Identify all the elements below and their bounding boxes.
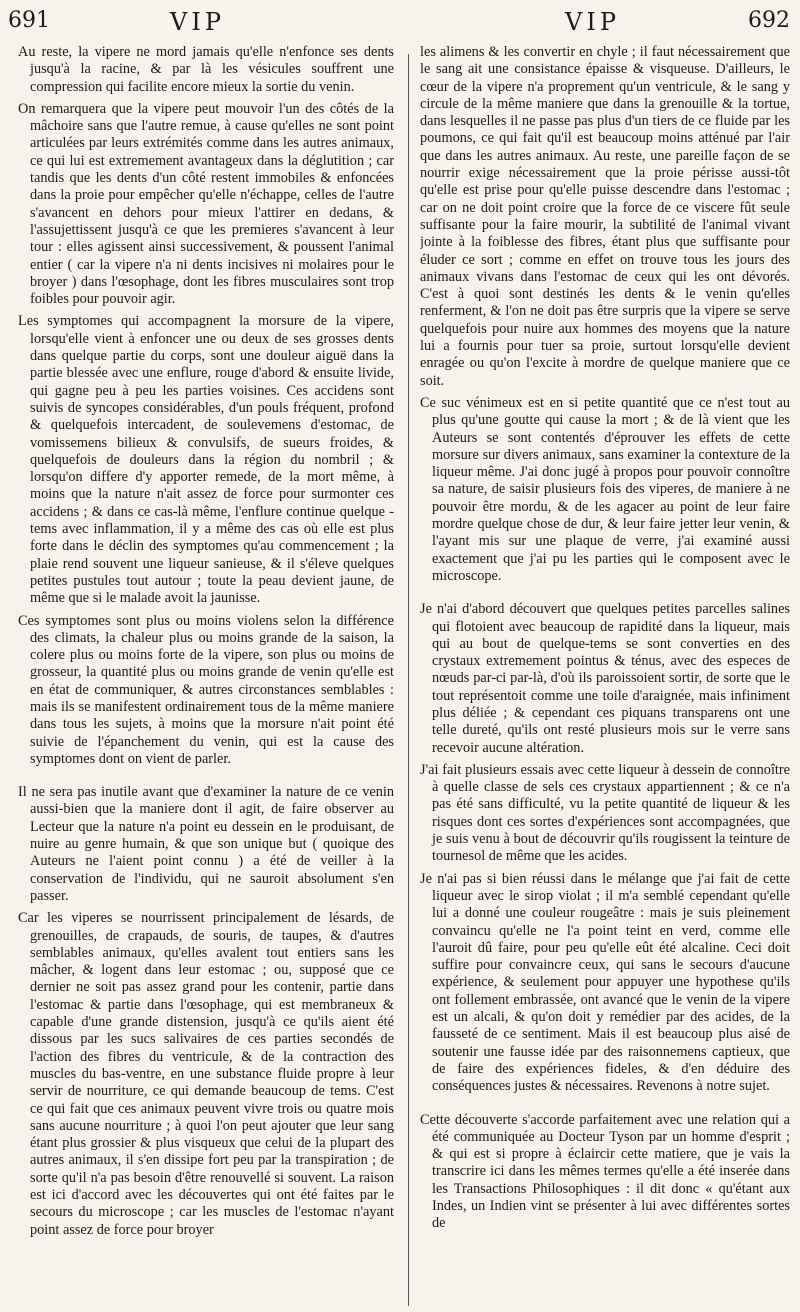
page-header [0,0,800,44]
paragraph: Ces symptomes sont plus ou moins violens selon la différence des climats, la chaleur plus ou moins grande de la saison, la colere plus ou moins forte de la vipere, son plus ou moins de grosseur, la quantité plus ou moins grande de venin qu'elle est en état de communiquer, & autres circonstances semblables : mais ils se manifestent ordinairement tous de la même maniere dans tous les sujets, à moins que la morsure n'ait point été suivie de l'épanchement du venin, qui est la cause des symptomes dont on vient de parler. [18,612,394,767]
paragraph: Il ne sera pas inutile avant que d'examiner la nature de ce venin aussi-bien que la maniere dont il agit, de faire observer au Lecteur que la nature n'a point eu dessein en le produisant, de nuire au genre humain, & que son unique but ( quoique des Auteurs ne l'aient point connu ) a été de veiller à la conservation de l'individu, qui ne sauroit absolument s'en passer. [18,784,394,904]
paragraph: Car les viperes se nourrissent principalement de lésards, de grenouilles, de crapauds, de souris, de taupes, & d'autres semblables animaux, qu'elles avalent tout entiers sans les mâcher, & logent dans leur estomac ; ou, supposé que ce dernier ne soit pas assez grand pour les contenir, partie dans l'estomac & partie dans l'œsophage, qui est membraneux & capable d'une grande distension, jusqu'à ce qu'ils aient été dissous par les sucs salivaires de ces parties secondés de l'action des fibres du ventricule, & de la contraction des muscles du bas-ventre, en une substance fluide propre à leur servir de nourriture, ce qui demande beaucoup de tems. C'est ce qui fait que ces animaux peuvent vivre trois ou quatre mois sans aucune nourriture ; à quoi l'on peut ajouter que leur sang étant plus grossier & plus visqueux que celui de la plupart des autres animaux, il s'en dissipe fort peu par la transpiration ; de sorte qu'il n'a pas besoin d'être renouvellé si souvent. La raison est ici d'accord avec les découvertes qui ont été faites par le secours du microscope ; car les muscles de l'estomac n'ayant point assez de force pour broyer [18,910,394,1238]
paragraph: Les symptomes qui accompagnent la morsure de la vipere, lorsqu'elle vient à enfoncer une ou deux de ses grosses dents dans quelque partie du corps, sont une douleur aiguë dans la partie blessée avec une enflure, rouge d'abord & ensuite livide, qui gagne peu à peu les parties voisines. Ces accidens sont suivis de syncopes considérables, d'un pouls fréquent, profond & quelquefois intercadent, de soulevemens d'estomac, de vomissemens bilieux & convulsifs, de sueurs froides, & quelquefois de douleurs dans la région du nombril ; & lorsqu'on differe d'y apporter remede, de la mort même, à moins que la nature n'ait assez de force pour surmonter ces accidens ; & dans ce cas-là même, l'enflure continue quelque - tems avec inflammation, il y a même des cas où elle est plus forte dans le déclin des symptomes qu'au commencement ; la plaie rend souvent une liqueur sanieuse, & il s'éleve quelques petites pustules tout autour ; toute la peau devient jaune, de même que si le malade avoit la jaunisse. [18,313,394,607]
left-running-head: VIP [170,8,225,36]
paragraph: J'ai fait plusieurs essais avec cette liqueur à dessein de connoître à quelle classe de sels ces crystaux appartiennent ; & ce n'a pas été sans difficulté, vu la petite quantité de liqueur & les risques dont ces sortes d'expériences sont accompagnées, que je suis venu à bout de découvrir qu'ils rougissent la teinture de tournesol de même que les acides. [420,761,790,865]
right-page-number: 692 [748,8,790,33]
left-column [18,44,394,1306]
paragraph: Je n'ai d'abord découvert que quelques petites parcelles salines qui flotoient avec beaucoup de rapidité dans la liqueur, mais qui au bout de quelque-tems se sont converties en des crystaux extremement pointus & ténus, avec des especes de nœuds par-ci par-là, d'où ils paroissoient sortir, de sorte que le tout représentoit comme une toile d'araignée, mais infiniment plus déliée ; & cependant ces piquans transparens ont une telle dureté, qu'ils ont resté plusieurs mois sur le verre sans recevoir aucune altération. [420,601,790,756]
paragraph: les alimens & les convertir en chyle ; il faut nécessairement que le sang ait une consistance épaisse & visqueuse. D'ailleurs, le cœur de la vipere n'a proprement qu'un ventricule, & le sang y circule de la même maniere que dans la grenouille & la tortue, dans lesquelles il ne passe pas plus d'un tiers de ce fluide par les poumons, ce qui fait qu'il est beaucoup moins atténué par l'air que dans les autres animaux. Au reste, une pareille façon de se nourrir exige nécessairement que la proie périsse aussi-tôt qu'elle est prise pour qu'elle puisse descendre dans l'estomac ; car on ne doit point croire que la force de ce viscere fût seule suffisante pour la faire mourir, la subtilité de l'animal vivant jointe à la foiblesse des fibres, étant plus que suffisante pour éluder ce sort ; comme en effet on trouve tous les jours des animaux vivans dans l'estomac de ceux qui les ont dévorés. C'est à quoi sont destinés les dents & le venin qu'elles renferment, & l'on ne doit pas être surpris que la vipere se serve quelquefois pour nuire aux hommes des moyens que la nature lui a fournis pour tuer sa proie, surtout lorsqu'elle devient enragée ou qu'on l'excite à mordre de quelque maniere que ce soit. [420,44,790,389]
right-running-head: VIP [565,8,620,36]
paragraph: Ce suc vénimeux est en si petite quantité que ce n'est tout au plus qu'une goutte qui cause la mort ; & de là vient que les Auteurs se sont contentés d'éprouver les effets de cette morsure sur divers animaux, sans examiner la contexture de la liqueur même. J'ai donc jugé à propos pour pouvoir connoître sa nature, de saisir plusieurs fois des viperes, de maniere à ne pouvoir être mordu, & de les agacer au point de leur faire mordre quelque chose de dur, & leur faire jetter leur venin, & l'ayant mis sur une plaque de verre, j'ai examiné aussi exactement que j'ai pu les parties qui le composent avec le microscope. [420,394,790,584]
paragraph: Je n'ai pas si bien réussi dans le mélange que j'ai fait de cette liqueur avec le sirop violat ; il m'a semblé cependant qu'elle lui a donné une couleur rougeâtre : mais je suis pleinement convaincu qu'elle ne l'a point teint en verd, comme elle l'auroit dû faire, pour peu qu'elle eût été alcaline. Ceci doit suffire pour convaincre ceux, qui sans le secours d'aucune expérience, & seulement pour appuyer une hypothese qu'ils ont follement embrassée, ont avancé que le venin de la vipere est un alcali, & qu'on doit y remédier par des acides, de la fausseté de ce sentiment. Mais il est beaucoup plus aisé de soutenir une fausse idée par des raisonnemens captieux, que de faire des expériences fideles, & d'en déduire des conséquences justes & nécessaires. Revenons à notre sujet. [420,870,790,1095]
left-page-number: 691 [8,8,50,33]
right-column [420,44,790,1306]
paragraph: Cette découverte s'accorde parfaitement avec une relation qui a été communiquée au Docteur Tyson par un homme d'esprit ; & qui est si propre à éclaircir cette matiere, que je vais la transcrire ici dans les mêmes termes qu'elle a été inserée dans les Transactions Philosophiques : il dit donc « qu'étant aux Indes, un Indien vint se présenter à lui avec différentes sortes de [420,1111,790,1232]
paragraph: Au reste, la vipere ne mord jamais qu'elle n'enfonce ses dents jusqu'à la racine, & par là les vésicules souffrent une compression qui facilite encore mieux la sortie du venin. [18,44,394,95]
column-divider [408,54,409,1306]
paragraph: On remarquera que la vipere peut mouvoir l'un des côtés de la mâchoire sans que l'autre remue, à cause qu'elles ne sont point articulées par leurs extrémités comme dans les autres animaux, ce qui lui est extremement avantageux dans la déglutition ; car tandis que les dents d'un côté restent immobiles & enfoncées dans la proie pour empêcher qu'elle n'échappe, celles de l'autre s'avancent en dehors pour mieux l'attirer en dedans, & l'assujettissent jusqu'à ce que les premieres s'avancent à leur tour : elles agissent ainsi successivement, & poussent l'animal entier ( car la vipere n'a ni dents incisives ni molaires pour le broyer ) dans l'œsophage, dont les fibres musculaires sont trop foibles pour pouvoir agir. [18,100,394,308]
